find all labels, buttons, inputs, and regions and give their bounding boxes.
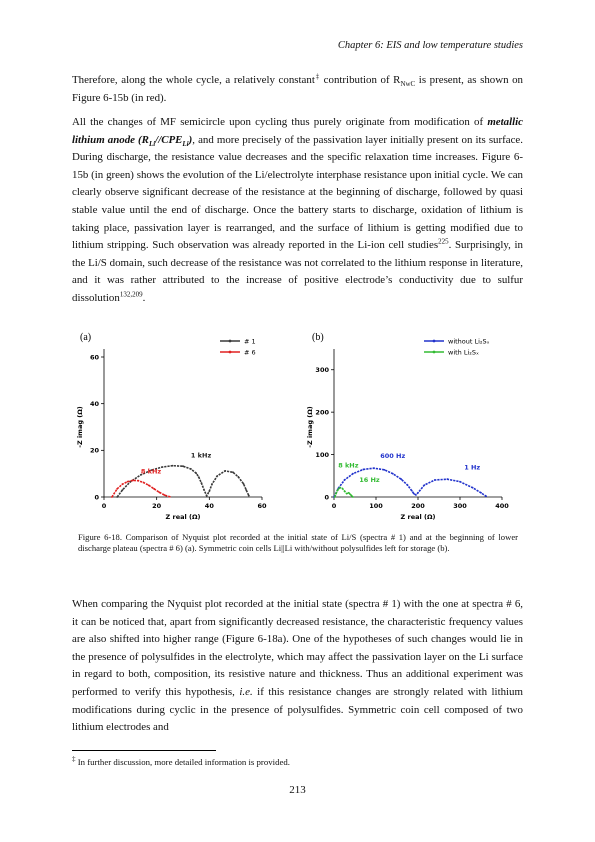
y-tick-label: 100 — [315, 450, 329, 459]
x-tick-label: 300 — [453, 502, 467, 510]
paragraph-2 — [72, 114, 523, 308]
y-tick-label: 40 — [89, 399, 99, 408]
y-tick-label: 200 — [315, 408, 329, 417]
citation-225: 225 — [438, 237, 449, 246]
x-tick-label: 40 — [204, 502, 214, 510]
x-tick-label: 20 — [152, 502, 162, 510]
data-point — [164, 494, 166, 496]
panel-label: (b) — [312, 332, 324, 343]
data-point — [169, 496, 171, 498]
data-point — [400, 478, 402, 480]
p1-text-a: Therefore, along the whole cycle, a relatively constant — [72, 74, 315, 86]
data-point — [447, 478, 449, 480]
p2-text-c: . Surprisingly, in the Li/S domain, such decrease of the resistance was not correlated to the lithium response in literature, and it was rather attributed to the increase of positive electrode’s conductivity due to sulfur dissolution — [72, 239, 523, 304]
legend-label: # 1 — [244, 337, 256, 346]
data-point — [342, 488, 344, 490]
x-tick-label: 0 — [331, 502, 337, 510]
nyquist-plots — [72, 327, 523, 527]
data-point — [339, 487, 341, 489]
legend-marker — [433, 340, 436, 343]
data-point — [122, 489, 124, 491]
x-axis-label: Z real (Ω) — [165, 513, 201, 521]
p3-italic-ie: i.e. — [239, 685, 253, 698]
p1-subscript: NwC — [400, 80, 416, 89]
chart-annotation: 1 kHz — [190, 451, 212, 460]
legend-label: with Li₂Sₓ — [448, 348, 479, 357]
data-point — [127, 481, 129, 483]
p1-text-c: is present, as shown on Figure 6-15b (in red). — [72, 74, 524, 104]
p2-text-b: , and more precisely of the passivation layer initially present on its surface. During discharge, the resistance value decreases and the specific relaxation time increases. Figure 6-15b (in green) shows the evolution of the Li/electrolyte interphase resistance upon initial cycle. We can clearly observe significant decrease of the resistance at the beginning of discharge, followed by quasi stable value until the end of discharge. Once the battery starts to discharge, oxidation of lithium is taking place, passivation layer is rearranged, and the surface of lithium is getting modified due to lithium stripping. Such observation was already reported in the Li-ion cell studies — [72, 133, 523, 252]
data-point — [459, 481, 461, 483]
data-point — [392, 473, 394, 475]
legend-marker — [229, 351, 232, 354]
y-tick-label: 20 — [89, 446, 99, 455]
data-point — [198, 476, 200, 478]
paragraph-3 — [72, 596, 523, 737]
data-point — [472, 487, 474, 489]
running-header: Chapter 6: EIS and low temperature studies — [337, 40, 523, 51]
legend-marker — [229, 340, 232, 343]
data-point — [172, 465, 174, 467]
y-axis-label: -Z imag (Ω) — [76, 406, 84, 448]
data-point — [245, 489, 247, 491]
p3-text-a: When comparing the Nyquist plot recorded at the initial state (spectra # 1) with the one at spectra # 6, it can be noticed that, apart from significantly decreased resistance, the characteristic frequency values are also shifted into higher range (Figure 6-18a). One of the hypotheses of such changes would lie in the presence of polysulfides in the electrolyte, which may affect the passivation layer on the Li surface in regard to both, composition, its resistive nature and thickness. Thus an additional experiment was performed to verify this hypothesis, — [72, 598, 523, 698]
p2-text-a: All the changes of MF semicircle upon cycling thus purely originate from modification of — [72, 116, 488, 128]
data-point — [122, 483, 124, 485]
data-point — [195, 472, 197, 474]
x-tick-label: 0 — [101, 502, 107, 510]
data-point — [248, 495, 250, 497]
data-point — [363, 469, 365, 471]
chart-annotation: 600 Hz — [380, 451, 406, 460]
data-point — [116, 496, 118, 498]
data-point — [111, 496, 113, 498]
data-point — [206, 495, 208, 497]
data-point — [211, 483, 213, 485]
data-point — [411, 490, 413, 492]
data-point — [153, 488, 155, 490]
data-point — [417, 492, 419, 494]
data-point — [348, 492, 350, 494]
data-point — [350, 494, 352, 496]
footnote-mark: ‡ — [314, 72, 321, 81]
x-tick-label: 100 — [369, 502, 383, 510]
legend-marker — [433, 351, 436, 354]
footnote — [72, 757, 290, 767]
y-tick-label: 0 — [94, 493, 99, 502]
data-point — [243, 483, 245, 485]
data-point — [373, 467, 375, 469]
footnote-rule — [72, 750, 216, 751]
chart-annotation: 1 Hz — [464, 463, 481, 472]
data-point — [161, 466, 163, 468]
data-point — [216, 475, 218, 477]
data-point — [158, 491, 160, 493]
data-point — [344, 479, 346, 481]
data-point — [334, 496, 336, 498]
data-point — [208, 490, 210, 492]
data-point — [224, 470, 226, 472]
x-tick-label: 200 — [411, 502, 425, 510]
data-point — [237, 476, 239, 478]
data-point — [384, 469, 386, 471]
data-point — [344, 490, 346, 492]
data-point — [143, 482, 145, 484]
panel-label: (a) — [80, 332, 92, 343]
page-number: 213 — [289, 784, 306, 796]
data-point — [415, 494, 417, 496]
chart-annotation: 8 kHz — [140, 467, 162, 476]
p1-text-b: contribution of R — [320, 74, 401, 86]
series-line — [334, 468, 486, 497]
p2-emph-c: ) — [188, 133, 193, 146]
legend-label: without Li₂Sₓ — [448, 337, 490, 346]
data-point — [335, 493, 337, 495]
series-line — [112, 480, 170, 497]
y-axis-label: -Z imag (Ω) — [306, 406, 314, 448]
data-point — [132, 480, 134, 482]
data-point — [346, 493, 348, 495]
data-point — [407, 484, 409, 486]
y-tick-label: 60 — [89, 353, 99, 362]
legend-label: # 6 — [244, 348, 256, 357]
y-tick-label: 300 — [315, 366, 329, 375]
data-point — [336, 490, 338, 492]
data-point — [190, 468, 192, 470]
y-tick-label: 0 — [324, 493, 329, 502]
data-point — [116, 488, 118, 490]
data-point — [480, 492, 482, 494]
p2-text-d: . — [142, 291, 146, 304]
x-axis-label: Z real (Ω) — [400, 513, 436, 521]
footnote-text: In further discussion, more detailed information is provided. — [75, 757, 290, 767]
data-point — [203, 489, 205, 491]
citation-132-209: 132,209 — [119, 290, 143, 299]
data-point — [423, 484, 425, 486]
data-point — [201, 482, 203, 484]
x-tick-label: 400 — [495, 502, 509, 510]
p2-emph-sub-a: Li — [148, 139, 156, 148]
chart-annotation: 16 Hz — [359, 476, 380, 485]
data-point — [413, 493, 415, 495]
data-point — [434, 479, 436, 481]
data-point — [137, 480, 139, 482]
data-point — [485, 495, 487, 497]
chart-annotation: 8 kHz — [338, 461, 359, 470]
paragraph-1 — [72, 72, 523, 107]
footnote-symbol: ‡ — [72, 755, 76, 764]
p2-emph-b: //CPE — [155, 133, 183, 146]
p3-text-b: if this resistance changes are strongly related with lithium modifications during cyclic in the presence of polysulfides. Symmetric coin cell composed of two lithium electrodes and — [72, 685, 523, 734]
data-point — [232, 471, 234, 473]
data-point — [182, 465, 184, 467]
data-point — [352, 473, 354, 475]
data-point — [352, 496, 354, 498]
figure-caption: Figure 6-18. Comparison of Nyquist plot recorded at the initial state of Li/S (spectra # 1) and at the beginning of lower discharge plateau (spectra # 6) (a). Symmetric coin cells Li||Li with/without polysulfides left for storage (b). — [78, 532, 518, 554]
p2-emph-sub-b: Li — [182, 139, 189, 148]
p2-emph-a: metallic lithium anode (R — [72, 116, 523, 146]
figure-6-18 — [72, 327, 523, 527]
data-point — [148, 484, 150, 486]
x-tick-label: 60 — [257, 502, 267, 510]
